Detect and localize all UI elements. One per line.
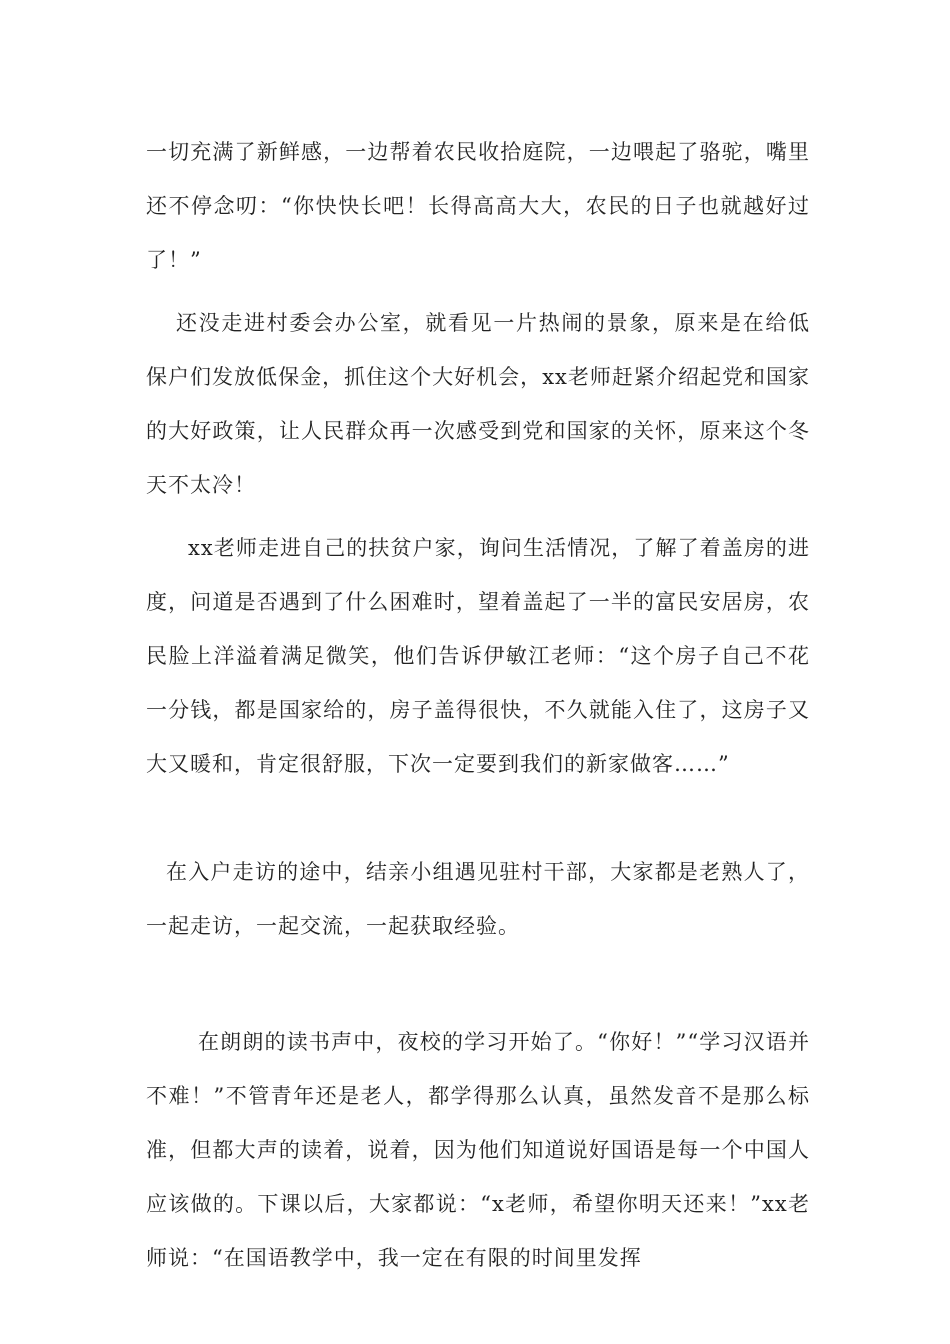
paragraph-4: 在入户走访的途中，结亲小组遇见驻村干部，大家都是老熟人了，一起走访，一起交流，一起获取经验。 [146,860,810,938]
paragraph-1: 一切充满了新鲜感，一边帮着农民收拾庭院，一边喂起了骆驼，嘴里还不停念叨：“你快快长吧！长得高高大大，农民的日子也就越好过了！” [146,140,810,272]
paragraph-2: 还没走进村委会办公室，就看见一片热闹的景象，原来是在给低保户们发放低保金，抓住这个大好机会，xx老师赶紧介绍起党和国家的大好政策，让人民群众再一次感受到党和国家的关怀，原来这个冬天不太冷！ [146,311,810,497]
paragraph-5: 在朗朗的读书声中，夜校的学习开始了。“你好！”“学习汉语并不难！”不管青年还是老人，都学得那么认真，虽然发音不是那么标准，但都大声的读着，说着，因为他们知道说好国语是每一个中国人应该做的。下课以后，大家都说：“x老师，希望你明天还来！”xx老师说：“在国语教学中，我一定在有限的时间里发挥 [146,1030,810,1270]
paragraph-3: xx老师走进自己的扶贫户家，询问生活情况，了解了着盖房的进度，问道是否遇到了什么困难时，望着盖起了一半的富民安居房，农民脸上洋溢着满足微笑，他们告诉伊敏江老师：“这个房子自己不花一分钱，都是国家给的，房子盖得很快，不久就能入住了，这房子又大又暖和，肯定很舒服，下次一定要到我们的新家做客……” [146,536,810,776]
